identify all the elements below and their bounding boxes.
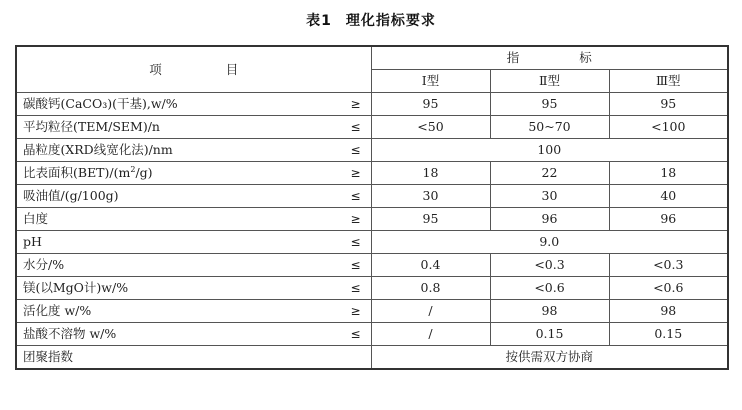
table-title: 理化指标要求 <box>345 13 436 29</box>
row-value-type-2: 30 <box>490 185 609 208</box>
table-row <box>16 162 728 185</box>
row-value-merged: 9.0 <box>371 231 728 254</box>
row-relation: ≤ <box>350 327 361 341</box>
header-index: 指 标 <box>371 46 728 70</box>
row-name-cell <box>16 139 371 162</box>
row-name-cell <box>16 208 371 231</box>
row-value-type-1: 0.8 <box>371 277 490 300</box>
row-label: pH <box>23 234 42 249</box>
table-row <box>16 231 728 254</box>
table-row <box>16 254 728 277</box>
row-value-type-3: 18 <box>609 162 728 185</box>
header-type-2: Ⅱ型 <box>490 70 609 93</box>
row-value-type-2: 96 <box>490 208 609 231</box>
row-value-type-1: 30 <box>371 185 490 208</box>
row-name-cell <box>16 346 371 370</box>
row-label: 镁(以MgO计)w/% <box>23 280 129 295</box>
row-label: 白度 <box>23 211 49 226</box>
row-label: 盐酸不溶物 w/% <box>23 326 117 341</box>
row-value-merged: 按供需双方协商 <box>371 346 728 370</box>
row-name-cell <box>16 185 371 208</box>
row-relation: ≤ <box>350 258 361 272</box>
row-value-type-3: 0.15 <box>609 323 728 346</box>
row-name-cell <box>16 162 371 185</box>
row-value-type-1: / <box>371 300 490 323</box>
table-row <box>16 93 728 116</box>
table-row <box>16 116 728 139</box>
row-name-cell <box>16 93 371 116</box>
row-label: 晶粒度(XRD线宽化法)/nm <box>23 142 173 157</box>
row-name-cell <box>16 277 371 300</box>
row-label: 碳酸钙(CaCO₃)(干基),w/% <box>23 96 178 111</box>
row-relation: ≥ <box>350 304 361 318</box>
row-label: 活化度 w/% <box>23 303 92 318</box>
row-value-type-2: 50~70 <box>490 116 609 139</box>
row-value-type-3: 95 <box>609 93 728 116</box>
row-relation: ≥ <box>350 166 361 180</box>
row-label: 吸油值/(g/100g) <box>23 188 119 203</box>
header-row-1 <box>16 46 728 70</box>
row-relation: ≤ <box>350 143 361 157</box>
table-caption <box>0 10 742 30</box>
table-row <box>16 323 728 346</box>
row-value-type-2: 95 <box>490 93 609 116</box>
row-value-type-2: <0.3 <box>490 254 609 277</box>
row-value-type-2: 98 <box>490 300 609 323</box>
row-value-type-3: <0.6 <box>609 277 728 300</box>
row-name-cell <box>16 254 371 277</box>
row-value-type-3: 96 <box>609 208 728 231</box>
row-value-type-1: 0.4 <box>371 254 490 277</box>
header-type-1: Ⅰ型 <box>371 70 490 93</box>
row-label: 平均粒径(TEM/SEM)/n <box>23 119 160 134</box>
row-relation: ≤ <box>350 281 361 295</box>
row-name-cell <box>16 116 371 139</box>
header-item: 项 目 <box>16 46 371 93</box>
row-label-prefix: 比表面积(BET)/(m <box>23 165 131 180</box>
table-row <box>16 208 728 231</box>
row-value-type-1: <50 <box>371 116 490 139</box>
row-label <box>23 163 153 183</box>
row-value-type-1: 95 <box>371 208 490 231</box>
row-value-type-3: <0.3 <box>609 254 728 277</box>
row-value-merged: 100 <box>371 139 728 162</box>
row-value-type-1: 95 <box>371 93 490 116</box>
row-value-type-3: <100 <box>609 116 728 139</box>
table-row <box>16 139 728 162</box>
row-name-cell <box>16 300 371 323</box>
table-row <box>16 346 728 370</box>
row-relation: ≤ <box>350 120 361 134</box>
spec-table <box>15 45 729 370</box>
table-row <box>16 185 728 208</box>
row-value-type-2: 0.15 <box>490 323 609 346</box>
row-value-type-3: 40 <box>609 185 728 208</box>
table-row <box>16 277 728 300</box>
row-value-type-1: 18 <box>371 162 490 185</box>
row-label: 团聚指数 <box>23 349 74 364</box>
row-relation: ≤ <box>350 235 361 249</box>
row-relation: ≥ <box>350 97 361 111</box>
row-label: 水分/% <box>23 257 65 272</box>
table-number: 表1 <box>306 13 332 29</box>
header-type-3: Ⅲ型 <box>609 70 728 93</box>
row-relation: ≥ <box>350 212 361 226</box>
row-value-type-2: 22 <box>490 162 609 185</box>
row-value-type-2: <0.6 <box>490 277 609 300</box>
row-label-suffix: /g) <box>135 165 153 180</box>
row-value-type-3: 98 <box>609 300 728 323</box>
row-relation: ≤ <box>350 189 361 203</box>
row-label-superscript: 2 <box>130 164 136 174</box>
row-name-cell <box>16 231 371 254</box>
row-value-type-1: / <box>371 323 490 346</box>
row-name-cell <box>16 323 371 346</box>
table-row <box>16 300 728 323</box>
